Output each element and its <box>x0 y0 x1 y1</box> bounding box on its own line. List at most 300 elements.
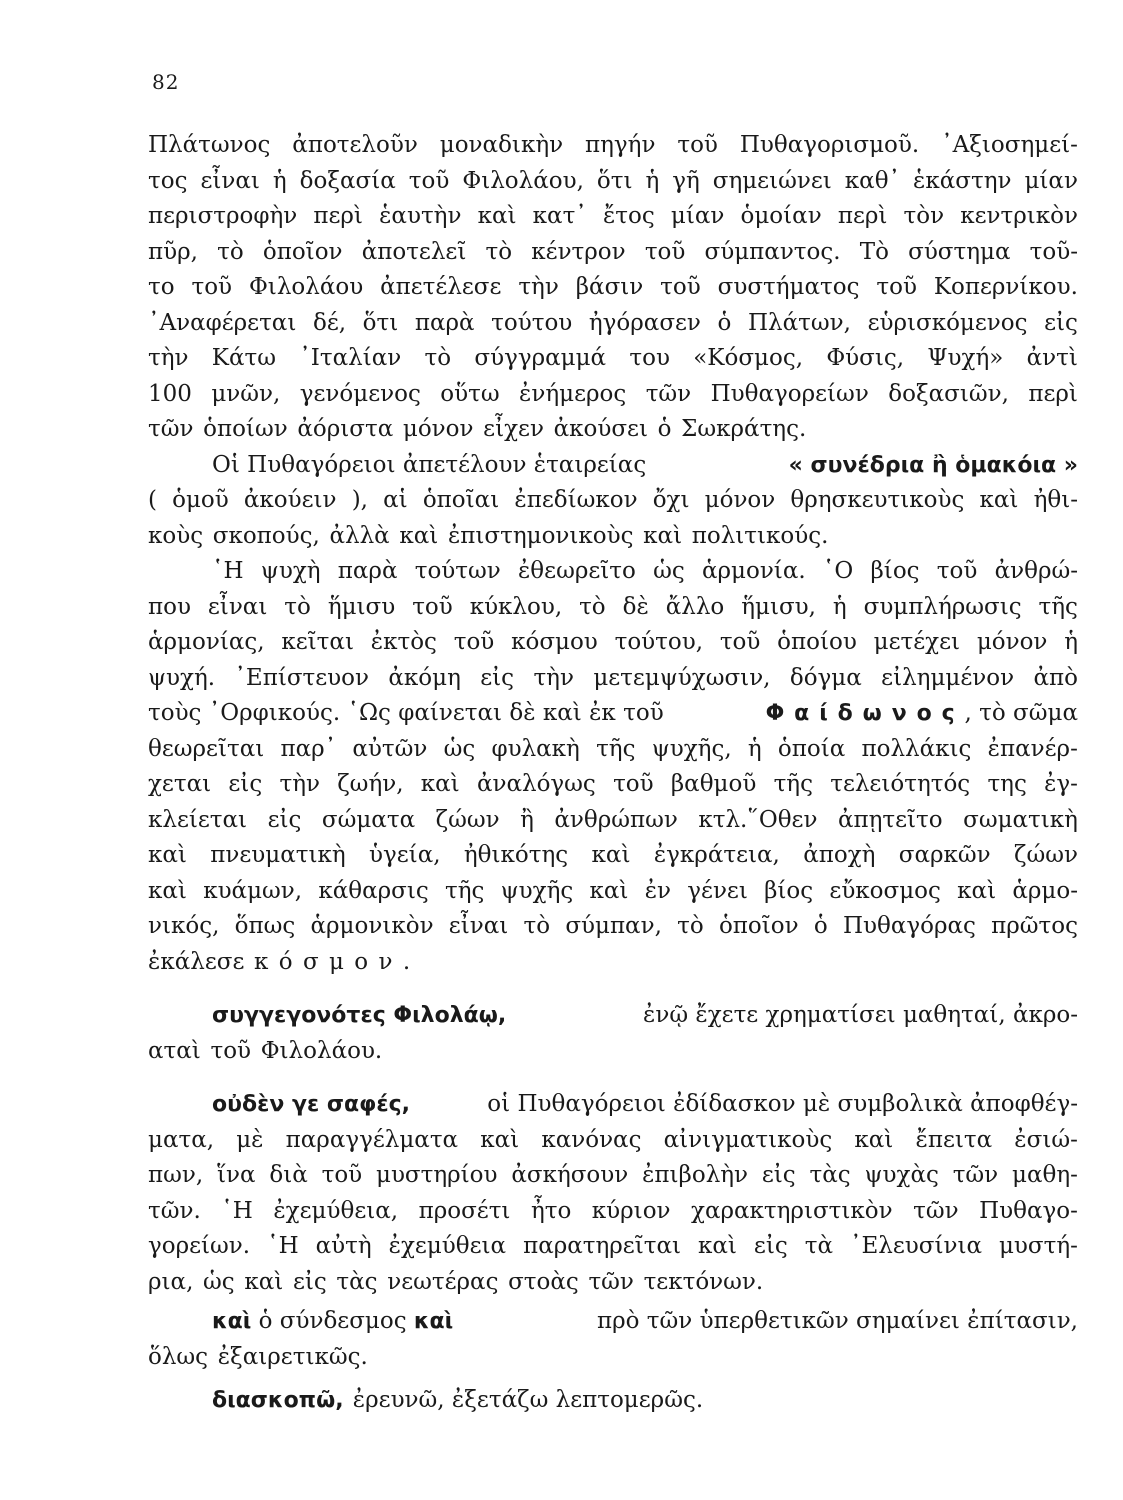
word: ὁποία <box>777 735 846 762</box>
word: παρὰ <box>414 309 475 336</box>
word: ἡ <box>832 593 847 620</box>
word: τούτου <box>491 309 573 336</box>
text-span: ἐκάλεσε <box>148 948 245 975</box>
word: ἀντὶ <box>1026 345 1078 371</box>
word: Ψυχή» <box>927 345 1004 371</box>
word: τῆς <box>445 877 485 904</box>
word: της <box>987 771 1027 797</box>
word: δὲ <box>622 593 649 620</box>
word: δοξασιῶν, <box>888 380 1009 407</box>
text-line <box>148 874 1078 910</box>
word: τούτου, <box>614 629 704 655</box>
word: μετεμψύχωσιν, <box>593 664 771 691</box>
word: καὶ <box>480 1126 520 1153</box>
word: ἀκούσει <box>553 416 648 442</box>
text-line <box>148 696 1078 732</box>
text-span: ὁ σύνδεσμος <box>258 1308 407 1334</box>
word: ὁμοῦ <box>172 487 229 513</box>
word: ἐνήμερος <box>519 380 627 407</box>
word: ὁ <box>813 913 828 939</box>
word: καὶ <box>591 842 631 868</box>
spaced-word: κόσμον. <box>254 948 421 975</box>
text-line <box>148 767 1078 803</box>
word: κεῖται <box>281 629 354 655</box>
word: αὐτὴ <box>315 1233 372 1259</box>
word: ἁρμονικὸν <box>310 913 434 939</box>
word: αταὶ <box>148 1037 201 1064</box>
word: κόσμου <box>511 629 598 655</box>
bold-term: διασκοπῶ, <box>212 1388 344 1413</box>
word: τοῦ <box>412 593 453 620</box>
word: παραγγέλματα <box>285 1126 459 1153</box>
text-line <box>148 341 1078 377</box>
word: γένει <box>687 877 748 904</box>
text-line <box>148 164 1078 200</box>
word: τὸ <box>485 238 513 265</box>
word: ᾿Ελευσίνια <box>849 1233 982 1259</box>
word: Πυθαγορισμοῦ. <box>739 132 920 158</box>
word: καὶ <box>957 877 997 904</box>
word: ἀπῃτεῖτο <box>837 806 943 833</box>
text-line <box>148 1087 1078 1123</box>
word: ῾Ο <box>822 558 854 584</box>
paragraph-3 <box>148 554 1078 980</box>
word: βίος <box>764 877 814 904</box>
word: ἐπανέρ- <box>987 735 1078 762</box>
word: που <box>148 593 191 620</box>
word: ἁρμονίας, <box>148 629 265 655</box>
text-span: Οἱ Πυθαγόρειοι ἀπετέλουν ἑταιρείας <box>212 451 647 478</box>
word: 100 <box>148 380 192 407</box>
word: «Κόσμος, <box>693 345 804 371</box>
text-line <box>148 909 1078 945</box>
word: τὴν <box>518 274 559 300</box>
word: τοῦ <box>408 167 450 194</box>
word: τῆς <box>773 771 813 797</box>
text-line <box>148 590 1078 626</box>
word: ζώων <box>1014 842 1078 868</box>
word: ἀπετέλεσε <box>380 274 502 300</box>
word: καὶ <box>477 203 517 229</box>
text-line <box>148 554 1078 590</box>
word: τῶν. <box>148 1197 201 1224</box>
word: ὡς <box>653 558 685 584</box>
text-span: τοὺς ᾿Ορφικούς. ῾Ως φαίνεται δὲ καὶ ἐκ τοῦ <box>148 700 664 726</box>
word: ὄχι <box>652 487 690 513</box>
text-line <box>148 1265 1078 1301</box>
word: Τὸ <box>859 238 889 265</box>
word: δέ, <box>312 309 347 336</box>
word: αὐτῶν <box>352 735 428 762</box>
word: ὅτι <box>596 167 633 194</box>
word: ἐπεδίωκον <box>514 487 638 513</box>
bold-term: οὐδὲν γε σαφές, <box>212 1092 410 1117</box>
word: δοξασία <box>299 167 396 194</box>
word: σώματα <box>321 806 416 833</box>
word: ἀκόμη <box>388 664 461 691</box>
word: τοῦ <box>936 558 978 584</box>
word: βίος <box>870 558 920 584</box>
word: καὶ <box>698 1233 737 1259</box>
word: πνευματικὴ <box>210 842 346 868</box>
word: πῦρ, <box>148 238 198 265</box>
word: ἦτο <box>530 1197 572 1224</box>
paragraph-2 <box>148 448 1078 555</box>
text-line <box>148 128 1078 164</box>
word: τὴν <box>533 664 574 691</box>
word: τοῦ <box>677 132 718 158</box>
word: μόνον <box>402 416 474 442</box>
word: τὴν <box>279 771 320 797</box>
word: ὡς <box>443 735 476 762</box>
text-line <box>148 1194 1078 1230</box>
word: ζωήν, <box>337 771 404 797</box>
word: τῆς <box>1038 593 1078 620</box>
word: Πυθαγόρας <box>842 913 976 939</box>
word: Φιλολάου. <box>260 1037 383 1064</box>
word: μετέχει <box>873 629 961 655</box>
word: ἡ <box>645 167 660 194</box>
word: Πυθαγο- <box>979 1197 1078 1224</box>
text-line <box>148 412 1078 448</box>
word: συστήματος <box>717 274 860 300</box>
word: τῶν <box>952 1162 999 1188</box>
word: νεωτέρας <box>387 1268 499 1295</box>
word: ἀόριστα <box>297 416 394 442</box>
word: ψυχῆς, <box>651 735 732 762</box>
word: τῶν <box>148 416 194 442</box>
word: πολλάκις <box>861 735 972 762</box>
word: Φύσις, <box>826 345 905 371</box>
word: τοῦ <box>321 1162 363 1188</box>
word: ῾Η <box>212 558 244 584</box>
text-span: οἱ Πυθαγόρειοι ἐδίδασκον μὲ συμβολικὰ ἀποφθέγ- <box>487 1091 1078 1117</box>
word: ἥμισυ <box>327 593 396 620</box>
word: ἁρμο- <box>1012 877 1078 904</box>
word: ὅπως <box>234 913 296 939</box>
word: μίαν <box>670 203 725 229</box>
word: καὶ <box>244 1268 284 1295</box>
word: ἵνα <box>217 1162 256 1188</box>
word: εἶναι <box>448 913 509 939</box>
word: σημειώνει <box>712 167 832 194</box>
text-line <box>148 306 1078 342</box>
word: εἰς <box>267 806 302 833</box>
word: ὡς <box>203 1268 235 1295</box>
word: κεντρικὸν <box>960 203 1078 229</box>
word: τελειότητός <box>830 771 971 797</box>
word: ἀσκήσουν <box>511 1162 629 1188</box>
word: περιστροφὴν <box>148 203 298 229</box>
word: του <box>629 345 670 371</box>
text-line <box>148 1340 1078 1376</box>
word: μοναδικὴν <box>439 132 564 158</box>
word: ), <box>351 487 368 513</box>
bold-term: Φαίδωνος <box>765 701 965 726</box>
word: τοῦ <box>453 629 495 655</box>
word: εἰς <box>761 1162 796 1188</box>
word: ἐν <box>644 877 672 904</box>
word: πρῶτος <box>991 913 1078 939</box>
text-line <box>148 661 1078 697</box>
word: σύμπαν, <box>565 913 662 939</box>
word: ὁ <box>717 309 732 336</box>
word: ὁποῖον <box>262 238 343 265</box>
word: ἔπειτα <box>915 1126 993 1153</box>
word: σκοπούς, <box>212 522 320 549</box>
text-line <box>148 483 1078 519</box>
word: μόνον <box>704 487 776 513</box>
text-line <box>148 945 1078 981</box>
word: ἐγ- <box>1044 771 1078 797</box>
word: χαρακτηριστικὸν <box>691 1197 893 1224</box>
word: εἰς <box>480 664 515 691</box>
word: ψυχῆς <box>500 877 574 904</box>
word: εἶναι <box>200 167 260 194</box>
word: συμπλήρωσις <box>863 593 1022 620</box>
word: βαθμοῦ <box>670 771 757 797</box>
word: τοῦ <box>644 238 686 265</box>
word: Κοπερνίκου. <box>933 274 1078 300</box>
word: σύμπαντος. <box>704 238 841 265</box>
word: Πλάτων, <box>748 309 851 336</box>
word: Πυθαγορείων <box>710 380 869 407</box>
word: καὶ <box>854 1126 894 1153</box>
word: μαθη- <box>1012 1162 1078 1188</box>
word: εἰλημμένον <box>881 664 1015 691</box>
word: γενόμενος <box>299 380 421 407</box>
word: ἡ <box>1064 629 1078 655</box>
word: τὰ <box>804 1233 833 1259</box>
word: κλείεται <box>148 806 248 833</box>
word: Φιλολάου <box>248 274 364 300</box>
word: ἀκούειν <box>243 487 337 513</box>
text-line <box>148 448 1078 484</box>
word: Σωκράτης. <box>681 416 807 442</box>
word: ἐπιβολὴν <box>642 1162 749 1188</box>
text-line <box>148 732 1078 768</box>
text-line <box>148 377 1078 413</box>
text-line <box>148 838 1078 874</box>
word: τὸ <box>579 593 606 620</box>
word: το <box>148 274 175 300</box>
word: τὰς <box>809 1162 851 1188</box>
word: ἐπιστημονικοὺς <box>447 522 634 549</box>
word: εἶχεν <box>483 416 544 442</box>
word: ὅτι <box>362 309 399 336</box>
text-line <box>148 1123 1078 1159</box>
word: διὰ <box>269 1162 308 1188</box>
word: καθ᾿ <box>844 167 901 194</box>
text-line <box>148 1229 1078 1265</box>
word: ἠθικότης <box>463 842 569 868</box>
word: ὁ <box>657 416 672 442</box>
word: ᾿Αξιοσημεί- <box>941 132 1078 158</box>
word: ἐκτὸς <box>370 629 437 655</box>
word: βάσιν <box>575 274 644 300</box>
word: ψυχὴ <box>260 558 321 584</box>
word: ὁμοίαν <box>740 203 822 229</box>
word: μόνον <box>976 629 1048 655</box>
word: πολιτικούς. <box>691 522 829 549</box>
word: Κάτω <box>211 345 276 371</box>
word: τὴν <box>148 345 189 371</box>
word: ἀποχὴ <box>803 842 876 868</box>
word: τοῦ <box>719 629 761 655</box>
word: ὁποῖαι <box>422 487 500 513</box>
word: ἐχεμύθεια <box>388 1233 507 1259</box>
word: ἡ <box>747 735 762 762</box>
word: αἰνιγματικοὺς <box>663 1126 833 1153</box>
word: στοὰς <box>508 1268 579 1295</box>
word: θεωρεῖται <box>148 735 265 762</box>
word: ζώων <box>435 806 500 833</box>
word: καὶ <box>643 522 683 549</box>
word: ψυχὰς <box>864 1162 939 1188</box>
word: ᾿Ιταλίαν <box>299 345 402 371</box>
word: εἰς <box>1044 309 1078 336</box>
word: καὶ <box>420 771 460 797</box>
word: ῾Η <box>267 1233 299 1259</box>
text-span: ἐνῷ ἔχετε χρηματίσει μαθηταί, ἀκρο- <box>643 1002 1078 1028</box>
word: εἰς <box>228 771 263 797</box>
word: κύριον <box>591 1197 671 1224</box>
word: κανόνας <box>541 1126 642 1153</box>
page-number: 82 <box>152 70 180 94</box>
word: σωματικὴ <box>963 806 1078 833</box>
word: τῶν <box>913 1197 959 1224</box>
word: ἠθι- <box>1033 487 1078 513</box>
word: κοὺς <box>148 522 204 549</box>
word: προσέτι <box>418 1197 511 1224</box>
word: ᾿Επίστευον <box>234 664 369 691</box>
word: μνῶν, <box>211 380 281 407</box>
word: τοῦ <box>660 274 701 300</box>
word: ἐγκράτεια, <box>653 842 780 868</box>
text-line <box>148 199 1078 235</box>
word: τοῦ <box>210 1037 252 1064</box>
word: μὲ <box>236 1126 264 1153</box>
word: ἀνθρώπων <box>554 806 678 833</box>
word: κτλ.῞Οθεν <box>698 806 818 833</box>
word: τεκτόνων. <box>643 1268 764 1295</box>
word: σύγγραμμά <box>474 345 607 371</box>
text-line <box>148 519 1078 555</box>
word: καὶ <box>148 842 187 868</box>
word: τὸ <box>523 913 551 939</box>
text-line <box>148 998 1078 1034</box>
word: τοῦ <box>191 274 233 300</box>
text-line <box>148 235 1078 271</box>
paragraph-6 <box>148 1304 1078 1375</box>
word: τῆς <box>596 735 636 762</box>
word: ἥμισυ, <box>741 593 816 620</box>
word: αἱ <box>383 487 408 513</box>
word: ἁρμονία. <box>701 558 806 584</box>
word: κάθαρσις <box>318 877 429 904</box>
word: γορείων. <box>148 1233 251 1259</box>
word: ἄλλο <box>665 593 725 620</box>
bold-term: καὶ <box>413 1309 454 1334</box>
word: ἢ <box>520 806 534 833</box>
word: εἰς <box>292 1268 327 1295</box>
word: εἶναι <box>207 593 268 620</box>
word: ἐχεμύθεια, <box>273 1197 399 1224</box>
word: ψυχή. <box>148 664 216 691</box>
paragraph-7 <box>148 1383 1078 1419</box>
bold-term: καὶ <box>212 1309 252 1334</box>
word: τὸ <box>217 238 244 265</box>
word: ῾Η <box>221 1197 253 1224</box>
word: θρησκευτικοὺς <box>790 487 965 513</box>
word: εἰς <box>753 1233 788 1259</box>
word: κυάμων, <box>203 877 303 904</box>
word: οὕτω <box>440 380 500 407</box>
word: καὶ <box>148 877 187 904</box>
word: κατ᾿ <box>532 203 587 229</box>
word: ἀποτελοῦν <box>292 132 418 158</box>
word: καὶ <box>589 877 629 904</box>
paragraph-5 <box>148 1087 1078 1300</box>
word: δόγμα <box>789 664 862 691</box>
word: καὶ <box>399 522 439 549</box>
word: μίαν <box>1024 167 1078 194</box>
word: ἀπὸ <box>1033 664 1078 691</box>
word: καὶ <box>979 487 1019 513</box>
text-line <box>148 270 1078 306</box>
word: τοῦ <box>876 274 917 300</box>
word: τῶν <box>588 1268 634 1295</box>
word: ἀποτελεῖ <box>361 238 467 265</box>
word: ἠγόρασεν <box>588 309 701 336</box>
word: περὶ <box>837 203 888 229</box>
word: κέντρον <box>531 238 626 265</box>
word: σύστημα <box>908 238 1011 265</box>
word: ᾿Αναφέρεται <box>148 309 297 336</box>
word: ματα, <box>148 1126 215 1153</box>
word: μυστή- <box>998 1233 1078 1259</box>
paragraph-1 <box>148 128 1078 448</box>
word: ὁποίων <box>203 416 288 442</box>
word: νικός, <box>148 913 220 939</box>
word: ρια, <box>148 1268 194 1295</box>
word: τοῦ <box>613 771 654 797</box>
word: ἑκάστην <box>913 167 1012 194</box>
text-span: πρὸ τῶν ὑπερθετικῶν σημαίνει ἐπίτασιν, <box>597 1308 1078 1334</box>
word: κύκλου, <box>469 593 563 620</box>
word: πων, <box>148 1162 204 1188</box>
word: ἀλλὰ <box>329 522 390 549</box>
word: φυλακὴ <box>491 735 580 762</box>
text-line <box>148 1158 1078 1194</box>
word: μυστηρίου <box>376 1162 498 1188</box>
word: ( <box>148 487 157 513</box>
word: παρὰ <box>337 558 398 584</box>
text-line <box>148 1304 1078 1340</box>
word: τὸ <box>284 593 311 620</box>
body-text <box>148 128 1078 1419</box>
word: τούτων <box>414 558 501 584</box>
word: εὔκοσμος <box>829 877 941 904</box>
bold-term: « συνέδρια ἢ ὁμακόια » <box>788 452 1078 478</box>
word: τῶν <box>645 380 692 407</box>
text-span: , τὸ σῶμα <box>964 700 1078 726</box>
word: τὰς <box>336 1268 378 1295</box>
paragraph-4 <box>148 998 1078 1069</box>
word: χεται <box>148 771 212 797</box>
word: ὁποίου <box>777 629 857 655</box>
word: τὸ <box>677 913 704 939</box>
